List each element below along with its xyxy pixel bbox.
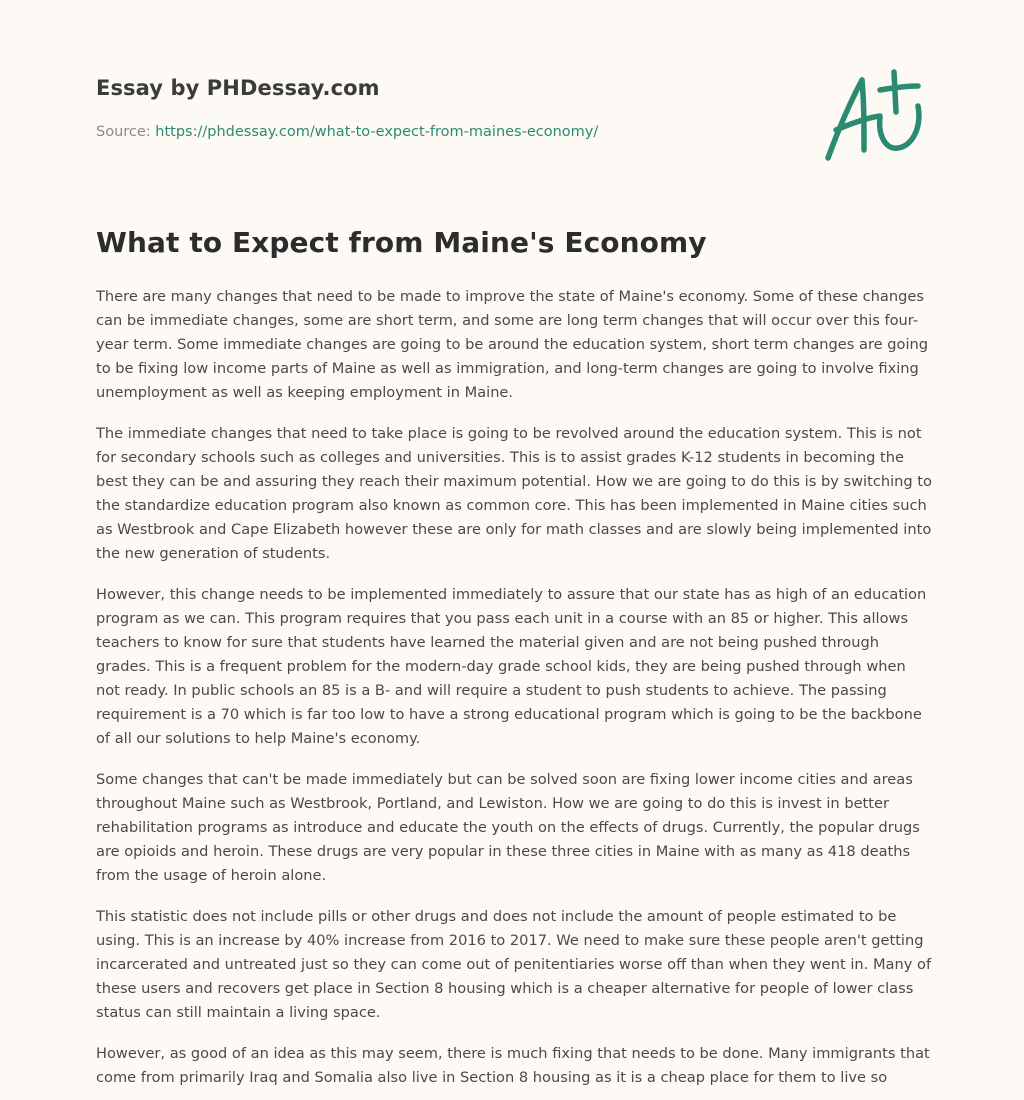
- site-brand: Essay by PHDessay.com: [96, 76, 380, 100]
- essay-paragraph: However, as good of an idea as this may seem, there is much fixing that needs to be done. Many immigrants that come from primarily Iraq and Somalia also live in Section 8 housing as it is a cheap place for them to live so: [96, 1045, 930, 1086]
- essay-paragraph: The immediate changes that need to take place is going to be revolved around the education system. This is not for secondary schools such as colleges and universities. This is to assist grades K-12 students in becoming the best they can be and assuring they reach their maximum potential. How we are going to do this is by switching to the standardize education program also known as common core. This has been implemented in Maine cities such as Westbrook and Cape Elizabeth however these are only for math classes and are slowly being implemented into the new generation of students.: [96, 425, 932, 562]
- essay-body: [96, 285, 932, 1100]
- essay-paragraph: There are many changes that need to be made to improve the state of Maine's economy. Some of these changes can be immediate changes, some are short term, and some are long term changes that will occur over this four-year term. Some immediate changes are going to be around the education system, short term changes are going to be fixing low income parts of Maine as well as immigration, and long-term changes are going to involve fixing unemployment as well as keeping employment in Maine.: [96, 288, 929, 401]
- essay-title: What to Expect from Maine's Economy: [96, 226, 707, 259]
- source-label: Source:: [96, 124, 151, 140]
- a-plus-logo-icon: [818, 66, 930, 166]
- source-link[interactable]: https://phdessay.com/what-to-expect-from-maines-economy/: [155, 124, 599, 140]
- essay-paragraph: However, this change needs to be implemented immediately to assure that our state has as high of an education program as we can. This program requires that you pass each unit in a course with an 85 or higher. This allows teachers to know for sure that students have learned the material given and are not being pushed through grades. This is a frequent problem for the modern-day grade school kids, they are being pushed through when not ready. In public schools an 85 is a B- and will require a student to push students to achieve. The passing requirement is a 70 which is far too low to have a strong educational program which is going to be the backbone of all our solutions to help Maine's economy.: [96, 586, 927, 747]
- essay-header: [0, 0, 1024, 200]
- essay-paragraph: Some changes that can't be made immediately but can be solved soon are fixing lower income cities and areas throughout Maine such as Westbrook, Portland, and Lewiston. How we are going to do this is invest in better rehabilitation programs as introduce and educate the youth on the effects of drugs. Currently, the popular drugs are opioids and heroin. These drugs are very popular in these three cities in Maine with as many as 418 deaths from the usage of heroin alone.: [96, 771, 920, 884]
- essay-paragraph: This statistic does not include pills or other drugs and does not include the amount of people estimated to be using. This is an increase by 40% increase from 2016 to 2017. We need to make sure these people aren't getting incarcerated and untreated just so they can come out of penitentiaries worse off than when they went in. Many of these users and recovers get place in Section 8 housing which is a cheaper alternative for people of lower class status can still maintain a living space.: [96, 908, 932, 1021]
- source-line: [96, 124, 598, 140]
